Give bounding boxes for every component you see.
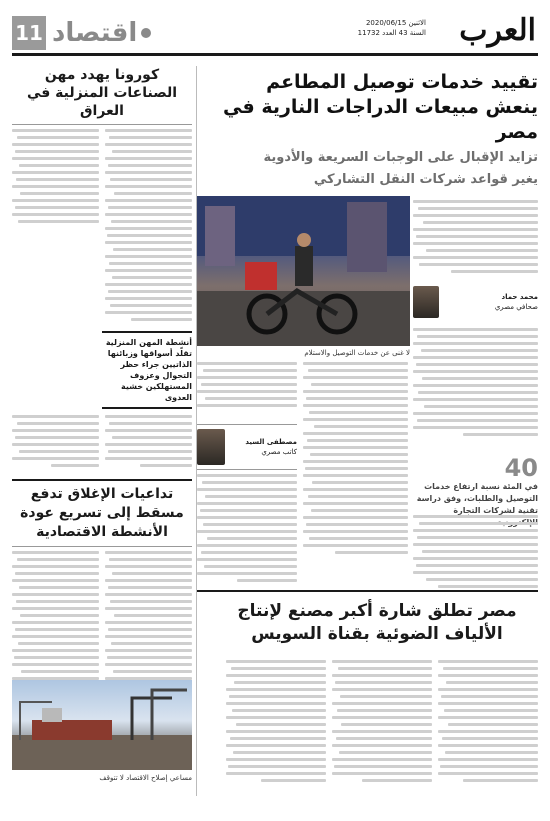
opinion-author-avatar <box>197 429 225 465</box>
section-name: اقتصاد <box>52 18 138 48</box>
motorbike-delivery-illustration <box>197 196 410 346</box>
main-text-col-3b <box>197 474 297 586</box>
newspaper-logo: العرب <box>459 13 536 48</box>
main-story-header <box>216 70 538 189</box>
second-text-col-3 <box>226 660 326 786</box>
main-text-col-3 <box>197 362 297 411</box>
left-story-2-headline: تداعيات الإغلاق تدفع مسقط إلى تسريع عودة الأنشطة الاقتصادية <box>20 486 184 540</box>
port-photo-caption: مساعي إصلاح الاقتصاد لا تتوقف <box>99 774 192 782</box>
main-text-col-intro <box>413 200 538 277</box>
left-story-1-quote: أنشطة المهن المنزلية تقلّد أسواقها وزبائنها الذاتيين جراء حظر التجوال وعزوف المستهلكين خشية العدوى <box>102 331 192 409</box>
main-photo-caption: لا غنى عن خدمات التوصيل والاستلام <box>304 349 410 357</box>
second-headline-line-2: الألياف الضوئية بقناة السويس <box>251 624 503 644</box>
left-story-1-headline: كورونا يهدد مهن الصناعات المنزلية في العراق <box>26 67 178 119</box>
opinion-author-name: مصطفى السيد <box>245 438 297 446</box>
left-story-1-col-d <box>12 415 99 471</box>
column-divider <box>196 66 197 796</box>
pull-quote-text: في المئة نسبة ارتفاع خدمات التوصيل والطلبات، وفق دراسة تقنية لشركات التجارة <box>416 482 538 515</box>
issue-date: الاثنين 2020/06/15 <box>365 19 426 27</box>
issue-info <box>358 18 426 38</box>
second-text-col-1 <box>438 660 538 786</box>
author-avatar <box>413 286 439 318</box>
main-text-col-1 <box>413 328 538 440</box>
main-author-name: محمد حماد <box>501 293 538 301</box>
section-tag <box>12 14 151 52</box>
main-subhead-line-2: يغير قواعد شركات النقل التشاركي <box>313 172 538 187</box>
main-headline-line-1: تقييد خدمات توصيل المطاعم <box>266 71 538 93</box>
section-dot-icon <box>141 28 151 38</box>
port-cranes-illustration <box>12 680 192 770</box>
pull-quote-number: 40 <box>504 454 538 482</box>
opinion-box <box>197 424 297 470</box>
page-number: 11 <box>12 16 46 50</box>
left-story-1-col-b <box>12 129 99 325</box>
left-story-1-col-a <box>105 129 192 325</box>
left-story-1-col-c <box>105 415 192 471</box>
opinion-author-role: كاتب مصري <box>261 448 297 456</box>
second-story-rule <box>197 590 538 592</box>
main-text-col-1b <box>413 515 538 592</box>
main-author-role: صحافي مصري <box>494 303 538 311</box>
main-subhead-line-1: تزايد الإقبال على الوجبات السريعة والأدوية <box>263 150 538 165</box>
main-byline <box>413 283 538 321</box>
issue-number: السنة 43 العدد 11732 <box>357 29 426 37</box>
main-photo-motorbike <box>197 196 410 346</box>
main-text-col-2 <box>303 362 408 558</box>
second-headline-line-1: مصر تطلق شارة أكبر مصنع لإنتاج <box>237 601 517 621</box>
second-text-col-2 <box>332 660 432 786</box>
second-story-header <box>216 600 538 646</box>
left-story-1 <box>12 66 192 705</box>
masthead <box>12 12 538 56</box>
main-headline-line-2: ينعش مبيعات الدراجات النارية في مصر <box>223 96 538 143</box>
port-photo <box>12 680 192 770</box>
